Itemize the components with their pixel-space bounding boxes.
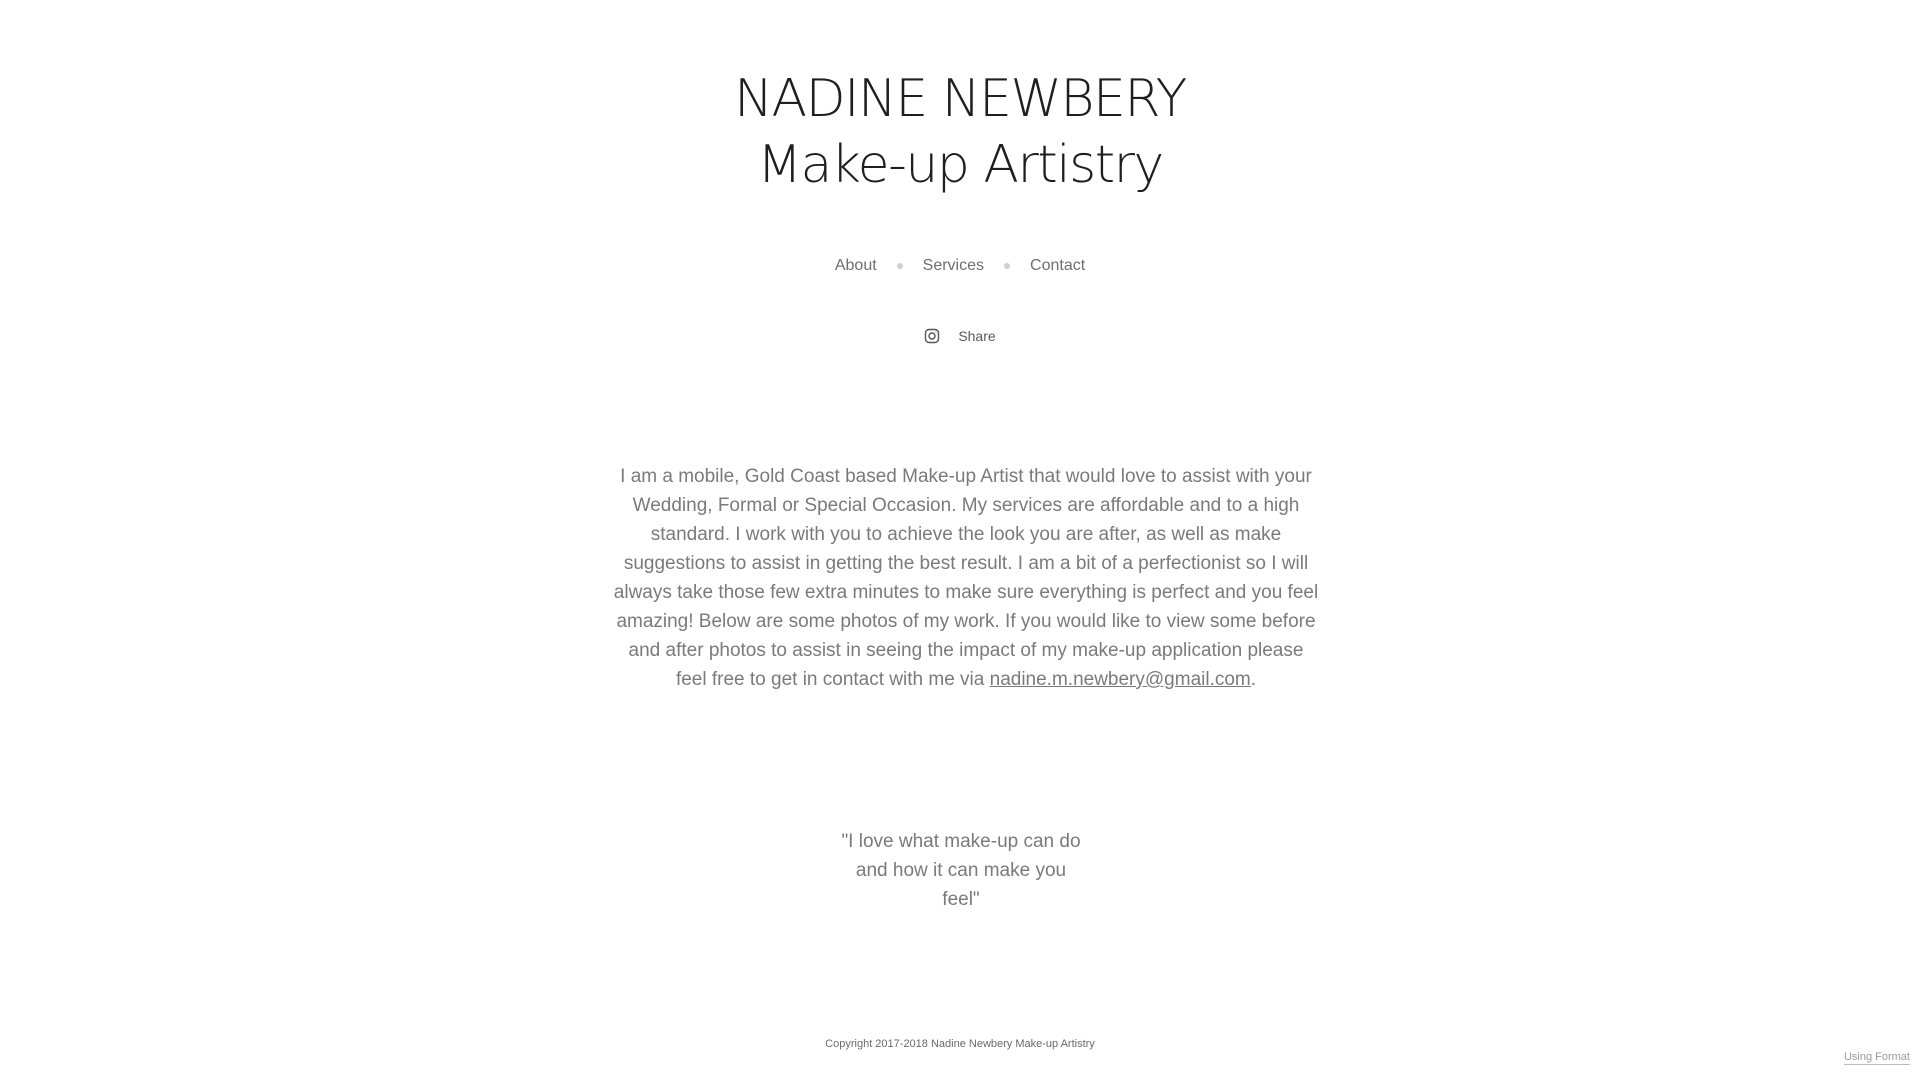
instagram-icon[interactable]: [924, 328, 940, 344]
site-header: [0, 66, 1920, 198]
nav-separator-dot: [1004, 263, 1010, 269]
intro-end: .: [1250, 669, 1257, 690]
using-format-link[interactable]: Using Format: [1843, 1051, 1910, 1063]
copyright-text: Copyright 2017-2018 Nadine Newbery Make-up Artistry: [825, 1038, 1095, 1050]
intro-paragraph: [613, 462, 1319, 694]
quote-text: "I love what make-up can do and how it can make you feel": [841, 831, 1081, 910]
nav-item-about[interactable]: About: [834, 257, 877, 274]
site-title-tagline[interactable]: Make-up Artistry: [757, 135, 1163, 195]
intro-text: I am a mobile, Gold Coast based Make-up Artist that would love to assist with your Wedding, Formal or Special Occasion. My services are affordable and to a high standard. I work with you to achieve the look you are after, as well as make suggestions to assist in getting the best result. I am a bit of a perfectionist so I will always take those few extra minutes to make sure everything is perfect and you feel amazing! Below are some photos of my work. If you would like to view some before and after photos to assist in seeing the impact of my make-up application please feel free to get in contact with me via: [613, 466, 1319, 690]
main-nav: [0, 257, 1920, 275]
site-title-name[interactable]: NADINE NEWBERY: [734, 69, 1186, 129]
site-title[interactable]: [0, 66, 1920, 198]
social-links: [0, 328, 1920, 344]
nav-item-contact[interactable]: Contact: [1030, 257, 1086, 274]
email-link[interactable]: nadine.m.newbery@gmail.com: [989, 669, 1251, 690]
nav-item-services[interactable]: Services: [922, 257, 985, 274]
nav-separator-dot: [897, 263, 903, 269]
share-link[interactable]: Share: [958, 328, 996, 344]
